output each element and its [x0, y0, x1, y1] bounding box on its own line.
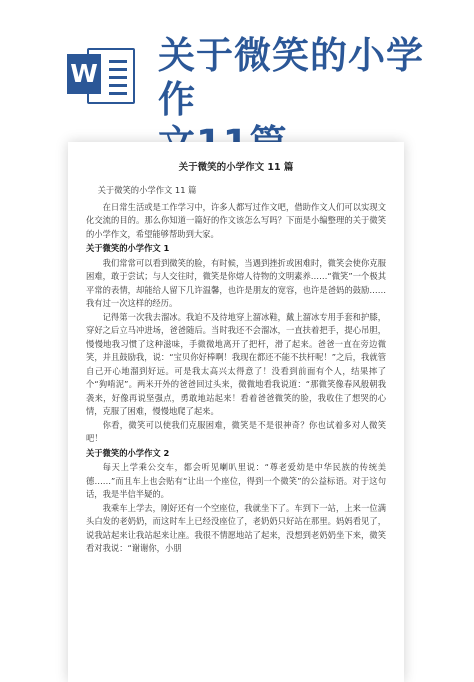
section-paragraph: 我们常常可以看到微笑的脸，有时候，当遇到挫折或困难时，微笑会使你克服困难，敢于尝试；与人交往时，微笑是你熔人待物的文明素养……“微笑”一个极其平常的表情，却能给人留下几许温馨，也许是朋友的宽容，也许是爸妈的鼓励……我有过一次这样的经历。	[86, 257, 386, 308]
intro-paragraph: 在日常生活或是工作学习中，许多人都写过作文吧，借助作文人们可以实现文化交流的目的。那么你知道一篇好的作文该怎么写吗？下面是小编整理的关于微笑的小学作文，希望能够帮助到大家。	[86, 201, 386, 239]
document-subtitle: 关于微笑的小学作文 11 篇	[97, 185, 197, 195]
document-body	[86, 162, 386, 556]
word-icon	[67, 44, 133, 104]
section-paragraph: 每天上学乘公交车，都会听见喇叭里说：“尊老爱幼是中华民族的传统美德……”而且车上也会贴有“让出一个座位，得到一个微笑”的公益标语。对于这句话，我是半信半疑的。	[86, 462, 386, 499]
section-heading: 关于微笑的小学作文 1	[86, 243, 170, 253]
section-paragraph: 记得第一次我去溜冰。我迫不及待地穿上溜冰鞋，戴上溜冰专用手套和护膝，穿好之后立马冲进场，爸爸随后。当时我还不会溜冰，一直扶着把手，提心吊胆，慢慢地我习惯了这种滋味，手微微地离开了把杆，滑了起来。爸爸一直在旁边微笑，并且鼓励我，说：“宝贝你好棒啊！我现在都还不能不扶杆呢！”之后，我就管自己开心地溜到好远。可是我太高兴太得意了！没看到前面有个人，结果摔了个“狗啃泥”。两米开外的爸爸回过头来，微微地看我说道：“那微笑像春风般朝我袭来，好像再说坚强点，勇敢地站起来！看着爸爸微笑的脸，我收住了想哭的心情，克服了困难，慢慢地爬了起来。	[86, 311, 386, 416]
document-preview-sheet	[68, 142, 404, 682]
word-letter-tile: W	[67, 54, 101, 94]
banner-title-line-1: 关于微笑的小学作	[158, 34, 424, 121]
banner	[0, 0, 474, 130]
section-paragraph: 我乘车上学去，刚好还有一个空座位，我就坐下了。车到下一站，上来一位满头白发的老奶奶，而这时车上已经没座位了，老奶奶只好站在那里。妈妈看见了，说我站起来让我站起来让座。我很不情愿地站了起来，没想到老奶奶坐下来，微笑看对我说：“谢谢你，小朋	[86, 502, 386, 553]
section-heading: 关于微笑的小学作文 2	[86, 447, 170, 458]
section-paragraph: 你看，微笑可以使我们克服困难，微笑是不是很神奇？你也试着多对人微笑吧！	[86, 419, 386, 443]
document-title: 关于微笑的小学作文 11 篇	[178, 162, 294, 173]
